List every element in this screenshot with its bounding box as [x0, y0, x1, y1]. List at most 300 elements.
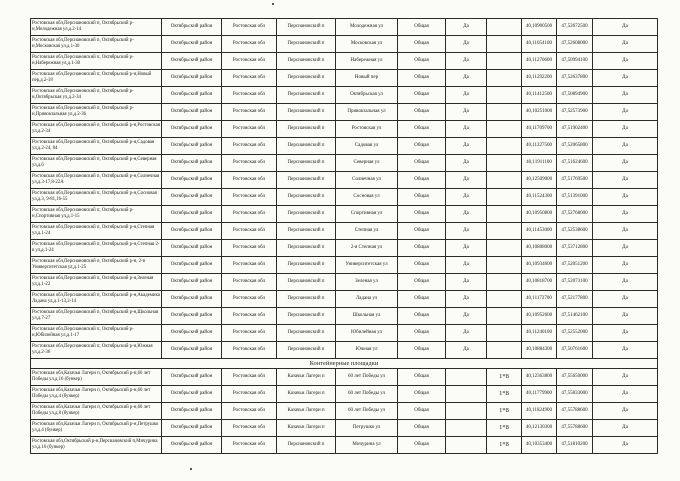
- settlement-cell: Казачьи Лагери п: [277, 420, 336, 437]
- type-cell: Общая: [398, 172, 446, 189]
- latitude-cell: 40,10934600: [522, 257, 557, 274]
- status-cell: Да: [593, 386, 658, 403]
- longitude-cell: 47,50894900: [557, 87, 593, 104]
- district-cell: Октябрьский район: [162, 87, 222, 104]
- district-cell: Октябрьский район: [162, 172, 222, 189]
- count-cell: [487, 172, 522, 189]
- table-row: [31, 172, 658, 189]
- region-cell: Ростовская обл: [222, 274, 277, 291]
- region-cell: Ростовская обл: [222, 36, 277, 53]
- availability-cell: [446, 437, 487, 454]
- region-cell: Ростовская обл: [222, 386, 277, 403]
- region-cell: Ростовская обл: [222, 223, 277, 240]
- street-cell: Зеленая ул: [336, 274, 398, 291]
- latitude-cell: 40,11412500: [522, 87, 557, 104]
- latitude-cell: 40,10353400: [522, 437, 557, 454]
- type-cell: Общая: [398, 121, 446, 138]
- status-cell: Да: [593, 291, 658, 308]
- street-cell: Московская ул: [336, 36, 398, 53]
- table-row: [31, 104, 658, 121]
- settlement-cell: Персиановский п: [277, 342, 336, 359]
- latitude-cell: 40,11911100: [522, 155, 557, 172]
- scan-mark: [272, 3, 274, 5]
- table-row: [31, 19, 658, 36]
- settlement-cell: Персиановский п: [277, 223, 336, 240]
- longitude-cell: 47,55788600: [557, 420, 593, 437]
- district-cell: Октябрьский район: [162, 437, 222, 454]
- latitude-cell: 40,11172700: [522, 291, 557, 308]
- availability-cell: [446, 369, 487, 386]
- availability-cell: Да: [446, 206, 487, 223]
- count-cell: [487, 257, 522, 274]
- type-cell: Общая: [398, 70, 446, 87]
- count-cell: 1*8: [487, 420, 522, 437]
- region-cell: Ростовская обл: [222, 189, 277, 206]
- type-cell: Общая: [398, 36, 446, 53]
- type-cell: Общая: [398, 240, 446, 257]
- status-cell: Да: [593, 104, 658, 121]
- region-cell: Ростовская обл: [222, 19, 277, 36]
- type-cell: Общая: [398, 155, 446, 172]
- district-cell: Октябрьский район: [162, 121, 222, 138]
- district-cell: Октябрьский район: [162, 274, 222, 291]
- count-cell: 1*8: [487, 403, 522, 420]
- latitude-cell: 40,11292200: [522, 70, 557, 87]
- waste-sites-table: [30, 18, 658, 454]
- latitude-cell: 40,10952600: [522, 308, 557, 325]
- availability-cell: Да: [446, 104, 487, 121]
- street-cell: 2-я Степная ул: [336, 240, 398, 257]
- latitude-cell: 40,10808000: [522, 240, 557, 257]
- longitude-cell: 47,52637800: [557, 70, 593, 87]
- address-cell: Ростовская обл,Персиановский п, Октябрьский р-н,Привокзальная ул,д.2-36: [31, 104, 162, 121]
- type-cell: Общая: [398, 437, 446, 454]
- longitude-cell: 47,52177800: [557, 291, 593, 308]
- district-cell: Октябрьский район: [162, 36, 222, 53]
- status-cell: Да: [593, 342, 658, 359]
- availability-cell: Да: [446, 342, 487, 359]
- region-cell: Ростовская обл: [222, 325, 277, 342]
- settlement-cell: Персиановский п: [277, 257, 336, 274]
- type-cell: Общая: [398, 403, 446, 420]
- region-cell: Ростовская обл: [222, 308, 277, 325]
- settlement-cell: Персиановский п: [277, 291, 336, 308]
- status-cell: Да: [593, 325, 658, 342]
- latitude-cell: 40,10818700: [522, 274, 557, 291]
- type-cell: Общая: [398, 257, 446, 274]
- type-cell: Общая: [398, 291, 446, 308]
- address-cell: Ростовская обл,Октябрьский р-н,Персиановский п,Мичурина ул,д.16 (бункер): [31, 437, 162, 454]
- address-cell: Ростовская обл,Казачьи Лагери п, Октябрьский р-н,60 лет Победы ул,д.8 (бункер): [31, 403, 162, 420]
- availability-cell: Да: [446, 87, 487, 104]
- settlement-cell: Персиановский п: [277, 274, 336, 291]
- latitude-cell: 40,11524300: [522, 189, 557, 206]
- status-cell: Да: [593, 420, 658, 437]
- availability-cell: Да: [446, 172, 487, 189]
- latitude-cell: 40,12130300: [522, 420, 557, 437]
- district-cell: Октябрьский район: [162, 420, 222, 437]
- count-cell: [487, 223, 522, 240]
- type-cell: Общая: [398, 206, 446, 223]
- table-row: [31, 206, 658, 223]
- table-row: [31, 291, 658, 308]
- region-cell: Ростовская обл: [222, 104, 277, 121]
- longitude-cell: 47,52573900: [557, 104, 593, 121]
- settlement-cell: Казачьи Лагери п: [277, 369, 336, 386]
- street-cell: Новый пер: [336, 70, 398, 87]
- settlement-cell: Персиановский п: [277, 121, 336, 138]
- table-row: [31, 274, 658, 291]
- longitude-cell: 47,52073100: [557, 274, 593, 291]
- status-cell: Да: [593, 70, 658, 87]
- region-cell: Ростовская обл: [222, 138, 277, 155]
- region-cell: Ростовская обл: [222, 291, 277, 308]
- count-cell: [487, 291, 522, 308]
- availability-cell: Да: [446, 274, 487, 291]
- table-row: [31, 240, 658, 257]
- latitude-cell: 40,11709700: [522, 121, 557, 138]
- address-cell: Ростовская обл,Персиановский п, Октябрьский р-н,Новый пер,д.2-18: [31, 70, 162, 87]
- settlement-cell: Персиановский п: [277, 155, 336, 172]
- street-cell: Ладана ул: [336, 291, 398, 308]
- address-cell: Ростовская обл,Персиановский п, Октябрьский р-н,Садовая ул,д.2-24, 84: [31, 138, 162, 155]
- address-cell: Ростовская обл,Персиановский п, Октябрьский р-н,Октябрьская ул,д.2-34: [31, 87, 162, 104]
- address-cell: Ростовская обл,Персиановский п, Октябрьский р-н,Степная 2-я ул,д.1-24: [31, 240, 162, 257]
- street-cell: 60 лет Победы ул: [336, 369, 398, 386]
- region-cell: Ростовская обл: [222, 437, 277, 454]
- count-cell: [487, 206, 522, 223]
- district-cell: Октябрьский район: [162, 342, 222, 359]
- status-cell: Да: [593, 36, 658, 53]
- address-cell: Ростовская обл,Персиановский п, Октябрьский р-н,Солнечная ул,д.3-17,8-22А: [31, 172, 162, 189]
- longitude-cell: 47,50761600: [557, 342, 593, 359]
- table-row: [31, 121, 658, 138]
- count-cell: [487, 36, 522, 53]
- street-cell: 60 лет Победы ул: [336, 386, 398, 403]
- table-row: [31, 403, 658, 420]
- longitude-cell: 47,55833000: [557, 386, 593, 403]
- status-cell: Да: [593, 53, 658, 70]
- availability-cell: Да: [446, 53, 487, 70]
- region-cell: Ростовская обл: [222, 420, 277, 437]
- longitude-cell: 47,50994100: [557, 53, 593, 70]
- address-cell: Ростовская обл,Персиановский п, Октябрьский р-н,Южная ул,д.2-36: [31, 342, 162, 359]
- region-cell: Ростовская обл: [222, 121, 277, 138]
- region-cell: Ростовская обл: [222, 403, 277, 420]
- type-cell: Общая: [398, 53, 446, 70]
- table-row: [31, 87, 658, 104]
- availability-cell: Да: [446, 121, 487, 138]
- type-cell: Общая: [398, 420, 446, 437]
- table-row: [31, 325, 658, 342]
- street-cell: Южная ул: [336, 342, 398, 359]
- count-cell: [487, 121, 522, 138]
- status-cell: Да: [593, 19, 658, 36]
- latitude-cell: 40,10884300: [522, 342, 557, 359]
- settlement-cell: Персиановский п: [277, 36, 336, 53]
- latitude-cell: 40,12509000: [522, 172, 557, 189]
- street-cell: Набережная ул: [336, 53, 398, 70]
- settlement-cell: Персиановский п: [277, 325, 336, 342]
- street-cell: Молодежная ул: [336, 19, 398, 36]
- status-cell: Да: [593, 369, 658, 386]
- street-cell: Школьная ул: [336, 308, 398, 325]
- latitude-cell: 40,10251000: [522, 104, 557, 121]
- district-cell: Октябрьский район: [162, 403, 222, 420]
- type-cell: Общая: [398, 342, 446, 359]
- settlement-cell: Персиановский п: [277, 189, 336, 206]
- count-cell: 1*8: [487, 386, 522, 403]
- district-cell: Октябрьский район: [162, 189, 222, 206]
- street-cell: Юбилейная ул: [336, 325, 398, 342]
- district-cell: Октябрьский район: [162, 155, 222, 172]
- street-cell: Привокзальная ул: [336, 104, 398, 121]
- address-cell: Ростовская обл,Персиановский п, Октябрьский р-н,Степная ул,д.1-24: [31, 223, 162, 240]
- address-cell: Ростовская обл,Казачьи Лагери п, Октябрьский р-н,60 лет Победы ул,д.16 (бункер): [31, 369, 162, 386]
- table-row: [31, 386, 658, 403]
- longitude-cell: 47,55650000: [557, 369, 593, 386]
- availability-cell: Да: [446, 223, 487, 240]
- table-row: [31, 342, 658, 359]
- address-cell: Ростовская обл,Персиановский п, Октябрьский р-н, 2-я Университетская ул,д.1-25: [31, 257, 162, 274]
- latitude-cell: 40,10950800: [522, 206, 557, 223]
- table-row: [31, 437, 658, 454]
- count-cell: [487, 138, 522, 155]
- status-cell: Да: [593, 138, 658, 155]
- longitude-cell: 47,51902400: [557, 121, 593, 138]
- availability-cell: Да: [446, 36, 487, 53]
- address-cell: Ростовская обл,Персиановский п, Октябрьский р-н,Сосновая ул,д.3, 9-81,16-55: [31, 189, 162, 206]
- section-title: Контейнерные площадки: [31, 359, 658, 369]
- status-cell: Да: [593, 172, 658, 189]
- type-cell: Общая: [398, 308, 446, 325]
- table-row: [31, 420, 658, 437]
- latitude-cell: 40,11824900: [522, 403, 557, 420]
- availability-cell: [446, 420, 487, 437]
- count-cell: [487, 155, 522, 172]
- count-cell: [487, 70, 522, 87]
- latitude-cell: 40,12363800: [522, 369, 557, 386]
- type-cell: Общая: [398, 104, 446, 121]
- table-row: [31, 189, 658, 206]
- status-cell: Да: [593, 437, 658, 454]
- type-cell: Общая: [398, 274, 446, 291]
- address-cell: Ростовская обл,Казачьи Лагери п, Октябрьский р-н,Петрушко ул,д.4 (бункер): [31, 420, 162, 437]
- district-cell: Октябрьский район: [162, 138, 222, 155]
- latitude-cell: 40,11227500: [522, 138, 557, 155]
- address-cell: Ростовская обл,Персиановский п, Октябрьский р-н,Ростовская ул,д.2-34: [31, 121, 162, 138]
- availability-cell: [446, 386, 487, 403]
- longitude-cell: 47,51769500: [557, 172, 593, 189]
- scan-mark: [190, 468, 192, 470]
- district-cell: Октябрьский район: [162, 257, 222, 274]
- count-cell: [487, 19, 522, 36]
- region-cell: Ростовская обл: [222, 155, 277, 172]
- address-cell: Ростовская обл,Персиановский п, Октябрьский р-н,Юбилейная ул,д.1-17: [31, 325, 162, 342]
- region-cell: Ростовская обл: [222, 70, 277, 87]
- settlement-cell: Персиановский п: [277, 138, 336, 155]
- longitude-cell: 47,51391000: [557, 189, 593, 206]
- type-cell: Общая: [398, 87, 446, 104]
- street-cell: Спортивная ул: [336, 206, 398, 223]
- street-cell: Солнечная ул: [336, 172, 398, 189]
- table-row: [31, 53, 658, 70]
- longitude-cell: 47,55788600: [557, 403, 593, 420]
- table-row: [31, 308, 658, 325]
- address-cell: Ростовская обл,Персиановский п, Октябрьский р-н,Спортивная ул,д.1-15: [31, 206, 162, 223]
- district-cell: Октябрьский район: [162, 308, 222, 325]
- latitude-cell: 40,11054100: [522, 36, 557, 53]
- street-cell: Октябрьская ул: [336, 87, 398, 104]
- district-cell: Октябрьский район: [162, 386, 222, 403]
- status-cell: Да: [593, 206, 658, 223]
- longitude-cell: 47,52552000: [557, 325, 593, 342]
- availability-cell: Да: [446, 257, 487, 274]
- street-cell: Северная ул: [336, 155, 398, 172]
- region-cell: Ростовская обл: [222, 240, 277, 257]
- district-cell: Октябрьский район: [162, 206, 222, 223]
- settlement-cell: Персиановский п: [277, 172, 336, 189]
- status-cell: Да: [593, 87, 658, 104]
- region-cell: Ростовская обл: [222, 87, 277, 104]
- street-cell: Петрушко ул: [336, 420, 398, 437]
- availability-cell: Да: [446, 240, 487, 257]
- status-cell: Да: [593, 121, 658, 138]
- latitude-cell: 40,11240100: [522, 325, 557, 342]
- settlement-cell: Персиановский п: [277, 19, 336, 36]
- status-cell: Да: [593, 223, 658, 240]
- count-cell: [487, 274, 522, 291]
- settlement-cell: Персиановский п: [277, 53, 336, 70]
- street-cell: Университетская ул: [336, 257, 398, 274]
- status-cell: Да: [593, 240, 658, 257]
- count-cell: [487, 104, 522, 121]
- type-cell: Общая: [398, 386, 446, 403]
- availability-cell: Да: [446, 325, 487, 342]
- latitude-cell: 40,11270600: [522, 53, 557, 70]
- region-cell: Ростовская обл: [222, 369, 277, 386]
- count-cell: [487, 325, 522, 342]
- latitude-cell: 40,11453000: [522, 223, 557, 240]
- longitude-cell: 47,53712800: [557, 240, 593, 257]
- district-cell: Октябрьский район: [162, 240, 222, 257]
- region-cell: Ростовская обл: [222, 342, 277, 359]
- count-cell: [487, 342, 522, 359]
- count-cell: [487, 189, 522, 206]
- count-cell: 1*8: [487, 369, 522, 386]
- section-row: [31, 359, 658, 369]
- longitude-cell: 47,51462100: [557, 308, 593, 325]
- address-cell: Ростовская обл,Персиановский п, Октябрьский р-н,Молодежная ул,д.2-14: [31, 19, 162, 36]
- availability-cell: Да: [446, 291, 487, 308]
- longitude-cell: 47,52608000: [557, 36, 593, 53]
- availability-cell: Да: [446, 70, 487, 87]
- street-cell: Ростовская ул: [336, 121, 398, 138]
- table-row: [31, 36, 658, 53]
- settlement-cell: Персиановский п: [277, 437, 336, 454]
- address-cell: Ростовская обл,Персиановский п, Октябрьский р-н,Московская ул,д.1-30: [31, 36, 162, 53]
- longitude-cell: 47,51810200: [557, 437, 593, 454]
- district-cell: Октябрьский район: [162, 369, 222, 386]
- district-cell: Октябрьский район: [162, 53, 222, 70]
- status-cell: Да: [593, 403, 658, 420]
- district-cell: Октябрьский район: [162, 19, 222, 36]
- district-cell: Октябрьский район: [162, 291, 222, 308]
- longitude-cell: 47,52768000: [557, 206, 593, 223]
- availability-cell: Да: [446, 19, 487, 36]
- latitude-cell: 40,11779900: [522, 386, 557, 403]
- table-row: [31, 138, 658, 155]
- availability-cell: Да: [446, 155, 487, 172]
- address-cell: Ростовская обл,Персиановский п, Октябрьский р-н,Северная ул,д.6: [31, 155, 162, 172]
- table-row: [31, 257, 658, 274]
- table-row: [31, 155, 658, 172]
- longitude-cell: 47,52065800: [557, 138, 593, 155]
- street-cell: Сосновая ул: [336, 189, 398, 206]
- street-cell: 60 лет Победы ул: [336, 403, 398, 420]
- district-cell: Октябрьский район: [162, 223, 222, 240]
- settlement-cell: Персиановский п: [277, 104, 336, 121]
- settlement-cell: Казачьи Лагери п: [277, 403, 336, 420]
- type-cell: Общая: [398, 19, 446, 36]
- longitude-cell: 47,52051200: [557, 257, 593, 274]
- region-cell: Ростовская обл: [222, 172, 277, 189]
- count-cell: [487, 53, 522, 70]
- status-cell: Да: [593, 257, 658, 274]
- availability-cell: [446, 403, 487, 420]
- settlement-cell: Персиановский п: [277, 240, 336, 257]
- count-cell: [487, 240, 522, 257]
- address-cell: Ростовская обл,Персиановский п, Октябрьский р-н,Набережная ул,д.1-30: [31, 53, 162, 70]
- settlement-cell: Персиановский п: [277, 87, 336, 104]
- table-row: [31, 369, 658, 386]
- region-cell: Ростовская обл: [222, 206, 277, 223]
- region-cell: Ростовская обл: [222, 53, 277, 70]
- status-cell: Да: [593, 189, 658, 206]
- type-cell: Общая: [398, 223, 446, 240]
- type-cell: Общая: [398, 325, 446, 342]
- address-cell: Ростовская обл,Персиановский п, Октябрьский р-н,Академика Ладана ул,д.1-13,2-14: [31, 291, 162, 308]
- longitude-cell: 47,52538600: [557, 223, 593, 240]
- type-cell: Общая: [398, 189, 446, 206]
- longitude-cell: 47,52672500: [557, 19, 593, 36]
- table-row: [31, 70, 658, 87]
- count-cell: 1*8: [487, 437, 522, 454]
- district-cell: Октябрьский район: [162, 70, 222, 87]
- address-cell: Ростовская обл,Персиановский п, Октябрьский р-н,Зеленая ул,д.1-22: [31, 274, 162, 291]
- address-cell: Ростовская обл,Персиановский п, Октябрьский р-н,Школьная ул,д.7-27: [31, 308, 162, 325]
- longitude-cell: 47,51624600: [557, 155, 593, 172]
- type-cell: Общая: [398, 369, 446, 386]
- settlement-cell: Персиановский п: [277, 206, 336, 223]
- availability-cell: Да: [446, 138, 487, 155]
- settlement-cell: Персиановский п: [277, 70, 336, 87]
- district-cell: Октябрьский район: [162, 104, 222, 121]
- region-cell: Ростовская обл: [222, 257, 277, 274]
- availability-cell: Да: [446, 189, 487, 206]
- address-cell: Ростовская обл,Казачьи Лагери п, Октябрьский р-н,60 лет Победы ул,д.4 (бункер): [31, 386, 162, 403]
- street-cell: Мичурина ул: [336, 437, 398, 454]
- availability-cell: Да: [446, 308, 487, 325]
- type-cell: Общая: [398, 138, 446, 155]
- latitude-cell: 40,10900500: [522, 19, 557, 36]
- status-cell: Да: [593, 274, 658, 291]
- settlement-cell: Казачьи Лагери п: [277, 386, 336, 403]
- street-cell: Степная ул: [336, 223, 398, 240]
- settlement-cell: Персиановский п: [277, 308, 336, 325]
- count-cell: [487, 308, 522, 325]
- street-cell: Садовая ул: [336, 138, 398, 155]
